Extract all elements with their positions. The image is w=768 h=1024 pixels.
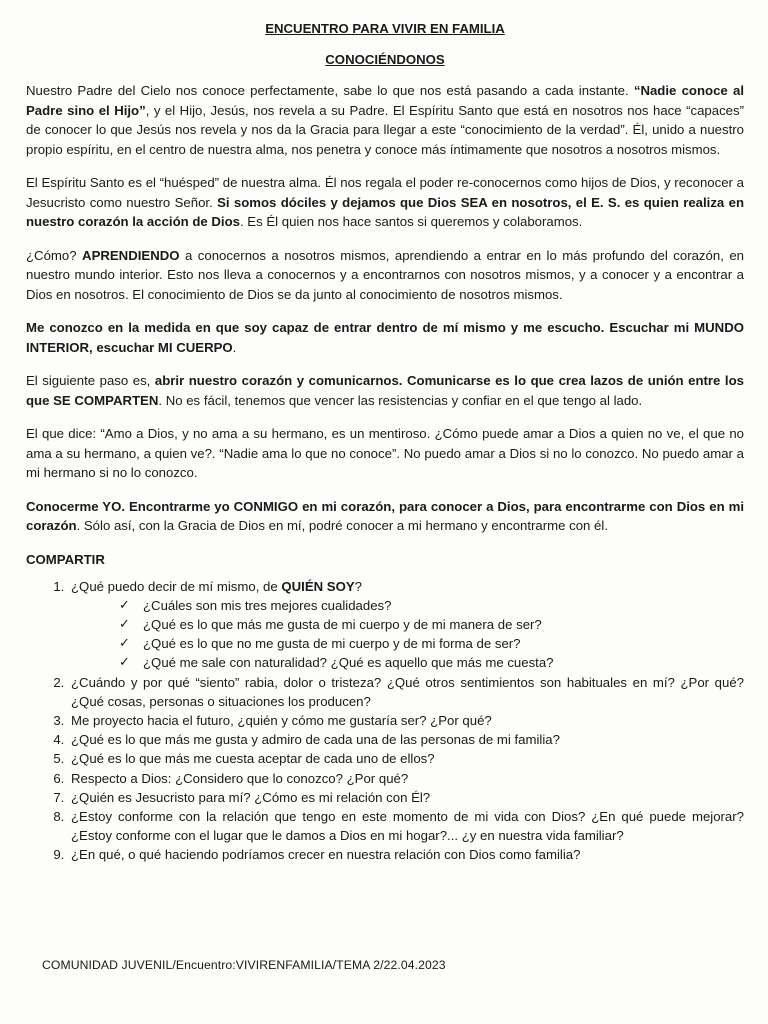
compartir-heading: COMPARTIR: [26, 551, 105, 567]
subitem: [119, 634, 744, 653]
paragraph-2-text-a: El Espíritu Santo es el “huésped” de nuestra alma. Él nos regala el poder re-conocernos como hijos de Dios, y reconocer a Jesucristo como nuestro Señor.: [26, 175, 744, 210]
subitem-text: ¿Qué es lo que más me gusta de mi cuerpo y de mi manera de ser?: [143, 616, 542, 632]
question-item-4: 4. ¿Qué es lo que más me gusta y admiro de cada una de las personas de mi familia?: [68, 730, 744, 749]
question-item-1: [68, 577, 744, 673]
paragraph-1-text-a: Nuestro Padre del Cielo nos conoce perfectamente, sabe lo que nos está pasando a cada instante.: [26, 83, 634, 98]
checkmark-icon: ✓: [119, 616, 130, 632]
paragraph-3: [26, 246, 744, 305]
document-subtitle: CONOCIÉNDONOS: [325, 52, 445, 67]
paragraph-4-bold: Me conozco en la medida en que soy capaz de entrar dentro de mí mismo y me escucho. Escuchar mi MUNDO INTERIOR, escuchar MI CUERPO: [26, 320, 744, 355]
paragraph-3-text-a: ¿Cómo?: [26, 247, 83, 263]
paragraph-1-text-c: , y el Hijo, Jesús, nos revela a su Padre. El Espíritu Santo que está en nosotros nos hace “capaces” de conocer lo que Jesús nos revela y nos da la Gracia para llegar a este “conocimiento de la verdad”. Él, unido a nuestro propio espíritu, en el centro de nuestra alma, nos penetra y conoce más íntimamente que nosotros a nosotros mismos.: [26, 102, 744, 157]
question-item-3: 3. Me proyecto hacia el futuro, ¿quién y cómo me gustaría ser? ¿Por qué?: [68, 711, 744, 730]
subitem-text: ¿Cuáles son mis tres mejores cualidades?: [143, 597, 392, 613]
subitem-text: ¿Qué me sale con naturalidad? ¿Qué es aquello que más me cuesta?: [143, 655, 554, 671]
paragraph-1: [26, 81, 744, 159]
paragraph-6: [26, 424, 744, 483]
question-item-8: 8. ¿Estoy conforme con la relación que tengo en este momento de mi vida con Dios? ¿En qué puede mejorar? ¿Estoy conforme con el lugar que le damos a Dios en mi hogar?... ¿y en nuestra vida familiar?: [68, 807, 744, 845]
subitem-text: ¿Qué es lo que no me gusta de mi cuerpo y de mi forma de ser?: [143, 636, 521, 652]
checkmark-icon: ✓: [119, 636, 130, 652]
subitem: [119, 653, 744, 672]
subitem: [119, 615, 744, 634]
paragraph-7: [26, 497, 744, 536]
question-item-9: 9. ¿En qué, o qué haciendo podríamos crecer en nuestra relación con Dios como familia?: [68, 845, 744, 864]
paragraph-7-text-c: . Sólo así, con la Gracia de Dios en mí, podré conocer a mi hermano y encontrarme con él.: [76, 518, 608, 533]
question-item-7: 7. ¿Quién es Jesucristo para mí? ¿Cómo es mi relación con Él?: [68, 788, 744, 807]
document-title: ENCUENTRO PARA VIVIR EN FAMILIA: [265, 21, 505, 36]
paragraph-1-bold: “Nadie conoce al Padre sino el Hijo”: [26, 83, 744, 118]
question-item-2: 2. ¿Cuándo y por qué “siento” rabia, dolor o tristeza? ¿Qué otros sentimientos son habituales en mí? ¿Por qué? ¿Qué cosas, personas o situaciones los producen?: [68, 673, 744, 711]
document-footer: COMUNIDAD JUVENIL/Encuentro:VIVIRENFAMILIA/TEMA 2/22.04.2023: [42, 958, 446, 972]
paragraph-5-text-c: . No es fácil, tenemos que vencer las resistencias y confiar en el que tengo al lado.: [158, 392, 643, 408]
question-1-bold: QUIÉN SOY: [281, 578, 355, 594]
paragraph-2-text-c: . Es Él quien nos hace santos si queremos y colaboramos.: [239, 214, 583, 229]
subitem: [119, 596, 744, 615]
paragraph-7-bold: Conocerme YO. Encontrarme yo CONMIGO en mi corazón, para conocer a Dios, para encontrarme con Dios en mi corazón: [26, 498, 744, 533]
question-1-text-a: ¿Qué puedo decir de mí mismo, de: [71, 578, 282, 594]
question-list: [26, 577, 744, 865]
checkmark-icon: ✓: [119, 597, 130, 613]
paragraph-4: [26, 318, 744, 357]
document-header: [26, 20, 744, 69]
question-1-subitems: [71, 596, 744, 673]
question-item-6: 6. Respecto a Dios: ¿Considero que lo conozco? ¿Por qué?: [68, 769, 744, 788]
paragraph-2-bold: Si somos dóciles y dejamos que Dios SEA en nosotros, el E. S. es quien realiza en nuestro corazón la acción de Dios: [26, 194, 744, 229]
paragraph-5-text-a: El siguiente paso es,: [26, 373, 155, 388]
paragraph-2: [26, 173, 744, 232]
question-1-text-c: ?: [354, 578, 362, 594]
paragraph-3-text-c: a conocernos a nosotros mismos, aprendiendo a entrar en lo más profundo del corazón, en nuestro mundo interior. Esto nos lleva a conocernos y a encontrarnos con nosotros mismos, y a conocer y a encontrar a Dios en nosotros. El conocimiento de Dios se da junto al conocimiento de nosotros mismos.: [26, 247, 744, 302]
paragraph-5: [26, 371, 744, 410]
checkmark-icon: ✓: [119, 655, 130, 671]
question-item-5: 5. ¿Qué es lo que más me cuesta aceptar de cada uno de ellos?: [68, 749, 744, 768]
paragraph-6-text-a: El que dice: “Amo a Dios, y no ama a su hermano, es un mentiroso. ¿Cómo puede amar a Dios a quien no ve, el que no ama a su hermano, a quien ve?. “Nadie ama lo que no conoce”. No puedo amar a Dios si no lo conozco. No puedo amar a mi hermano si no lo conozco.: [26, 426, 744, 480]
paragraph-4-text-c: .: [232, 339, 237, 355]
paragraph-5-bold: abrir nuestro corazón y comunicarnos. Comunicarse es lo que crea lazos de unión entre los que SE COMPARTEN: [26, 373, 744, 408]
paragraph-3-bold: APRENDIENDO: [82, 247, 180, 263]
